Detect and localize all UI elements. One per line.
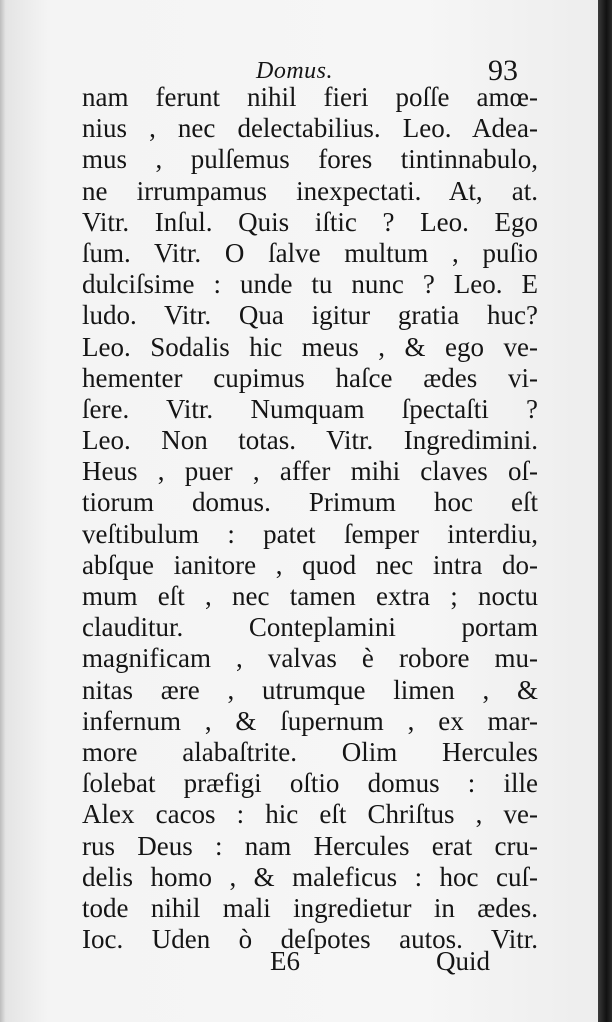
text-line: ſum. Vitr. O ſalve multum , puſio [82, 237, 538, 268]
page-footer [0, 946, 598, 982]
text-line: Vitr. Inſul. Quis iſtic ? Leo. Ego [82, 206, 538, 237]
text-line: Alex cacos : hic eſt Chriſtus , ve- [82, 799, 538, 830]
text-line: magnificam , valvas è robore mu- [82, 643, 538, 674]
text-line: tode nihil mali ingredietur in ædes. [82, 892, 538, 923]
text-line: ſolebat præfigi oſtio domus : ille [82, 768, 538, 799]
text-line: delis homo , & maleficus : hoc cuſ- [82, 861, 538, 892]
page-gutter-shadow [0, 0, 6, 1022]
book-edge-shadow [598, 0, 612, 1022]
text-line: nam ferunt nihil fieri poſſe amœ- [82, 82, 538, 112]
text-line: ſere. Vitr. Numquam ſpectaſti ? [82, 393, 538, 424]
signature-mark: E6 [270, 946, 300, 976]
text-line: mus , pulſemus fores tintinnabulo, [82, 144, 538, 175]
text-line: Leo. Sodalis hic meus , & ego ve- [82, 331, 538, 362]
text-line: tiorum domus. Primum hoc eſt [82, 487, 538, 518]
text-line: nitas ære , utrumque limen , & [82, 674, 538, 705]
body-text [82, 82, 538, 955]
text-line: Ioc. Uden ò deſpotes autos. Vitr. [82, 924, 538, 955]
catchword: Quid [436, 946, 490, 976]
text-line: nius , nec delectabilius. Leo. Adea- [82, 113, 538, 144]
text-line: dulciſsime : unde tu nunc ? Leo. E [82, 269, 538, 300]
text-line: Leo. Non totas. Vitr. Ingredimini. [82, 425, 538, 456]
text-line: veſtibulum : patet ſemper interdiu, [82, 518, 538, 549]
text-line: rus Deus : nam Hercules erat cru- [82, 830, 538, 861]
text-line: ne irrumpamus inexpectati. At, at. [82, 175, 538, 206]
text-line: mum eſt , nec tamen extra ; noctu [82, 581, 538, 611]
running-title: Domus. [256, 58, 334, 84]
text-line: Heus , puer , affer mihi claves oſ- [82, 456, 538, 487]
text-line: hementer cupimus haſce ædes vi- [82, 362, 538, 393]
text-line: infernum , & ſupernum , ex mar- [82, 705, 538, 736]
text-line: ludo. Vitr. Qua igitur gratia huc? [82, 300, 538, 331]
text-line: abſque ianitore , quod nec intra do- [82, 549, 538, 580]
page-number: 93 [488, 54, 518, 87]
text-line: more alabaſtrite. Olim Hercules [82, 736, 538, 767]
text-line: clauditur. Conteplamini portam [82, 612, 538, 643]
